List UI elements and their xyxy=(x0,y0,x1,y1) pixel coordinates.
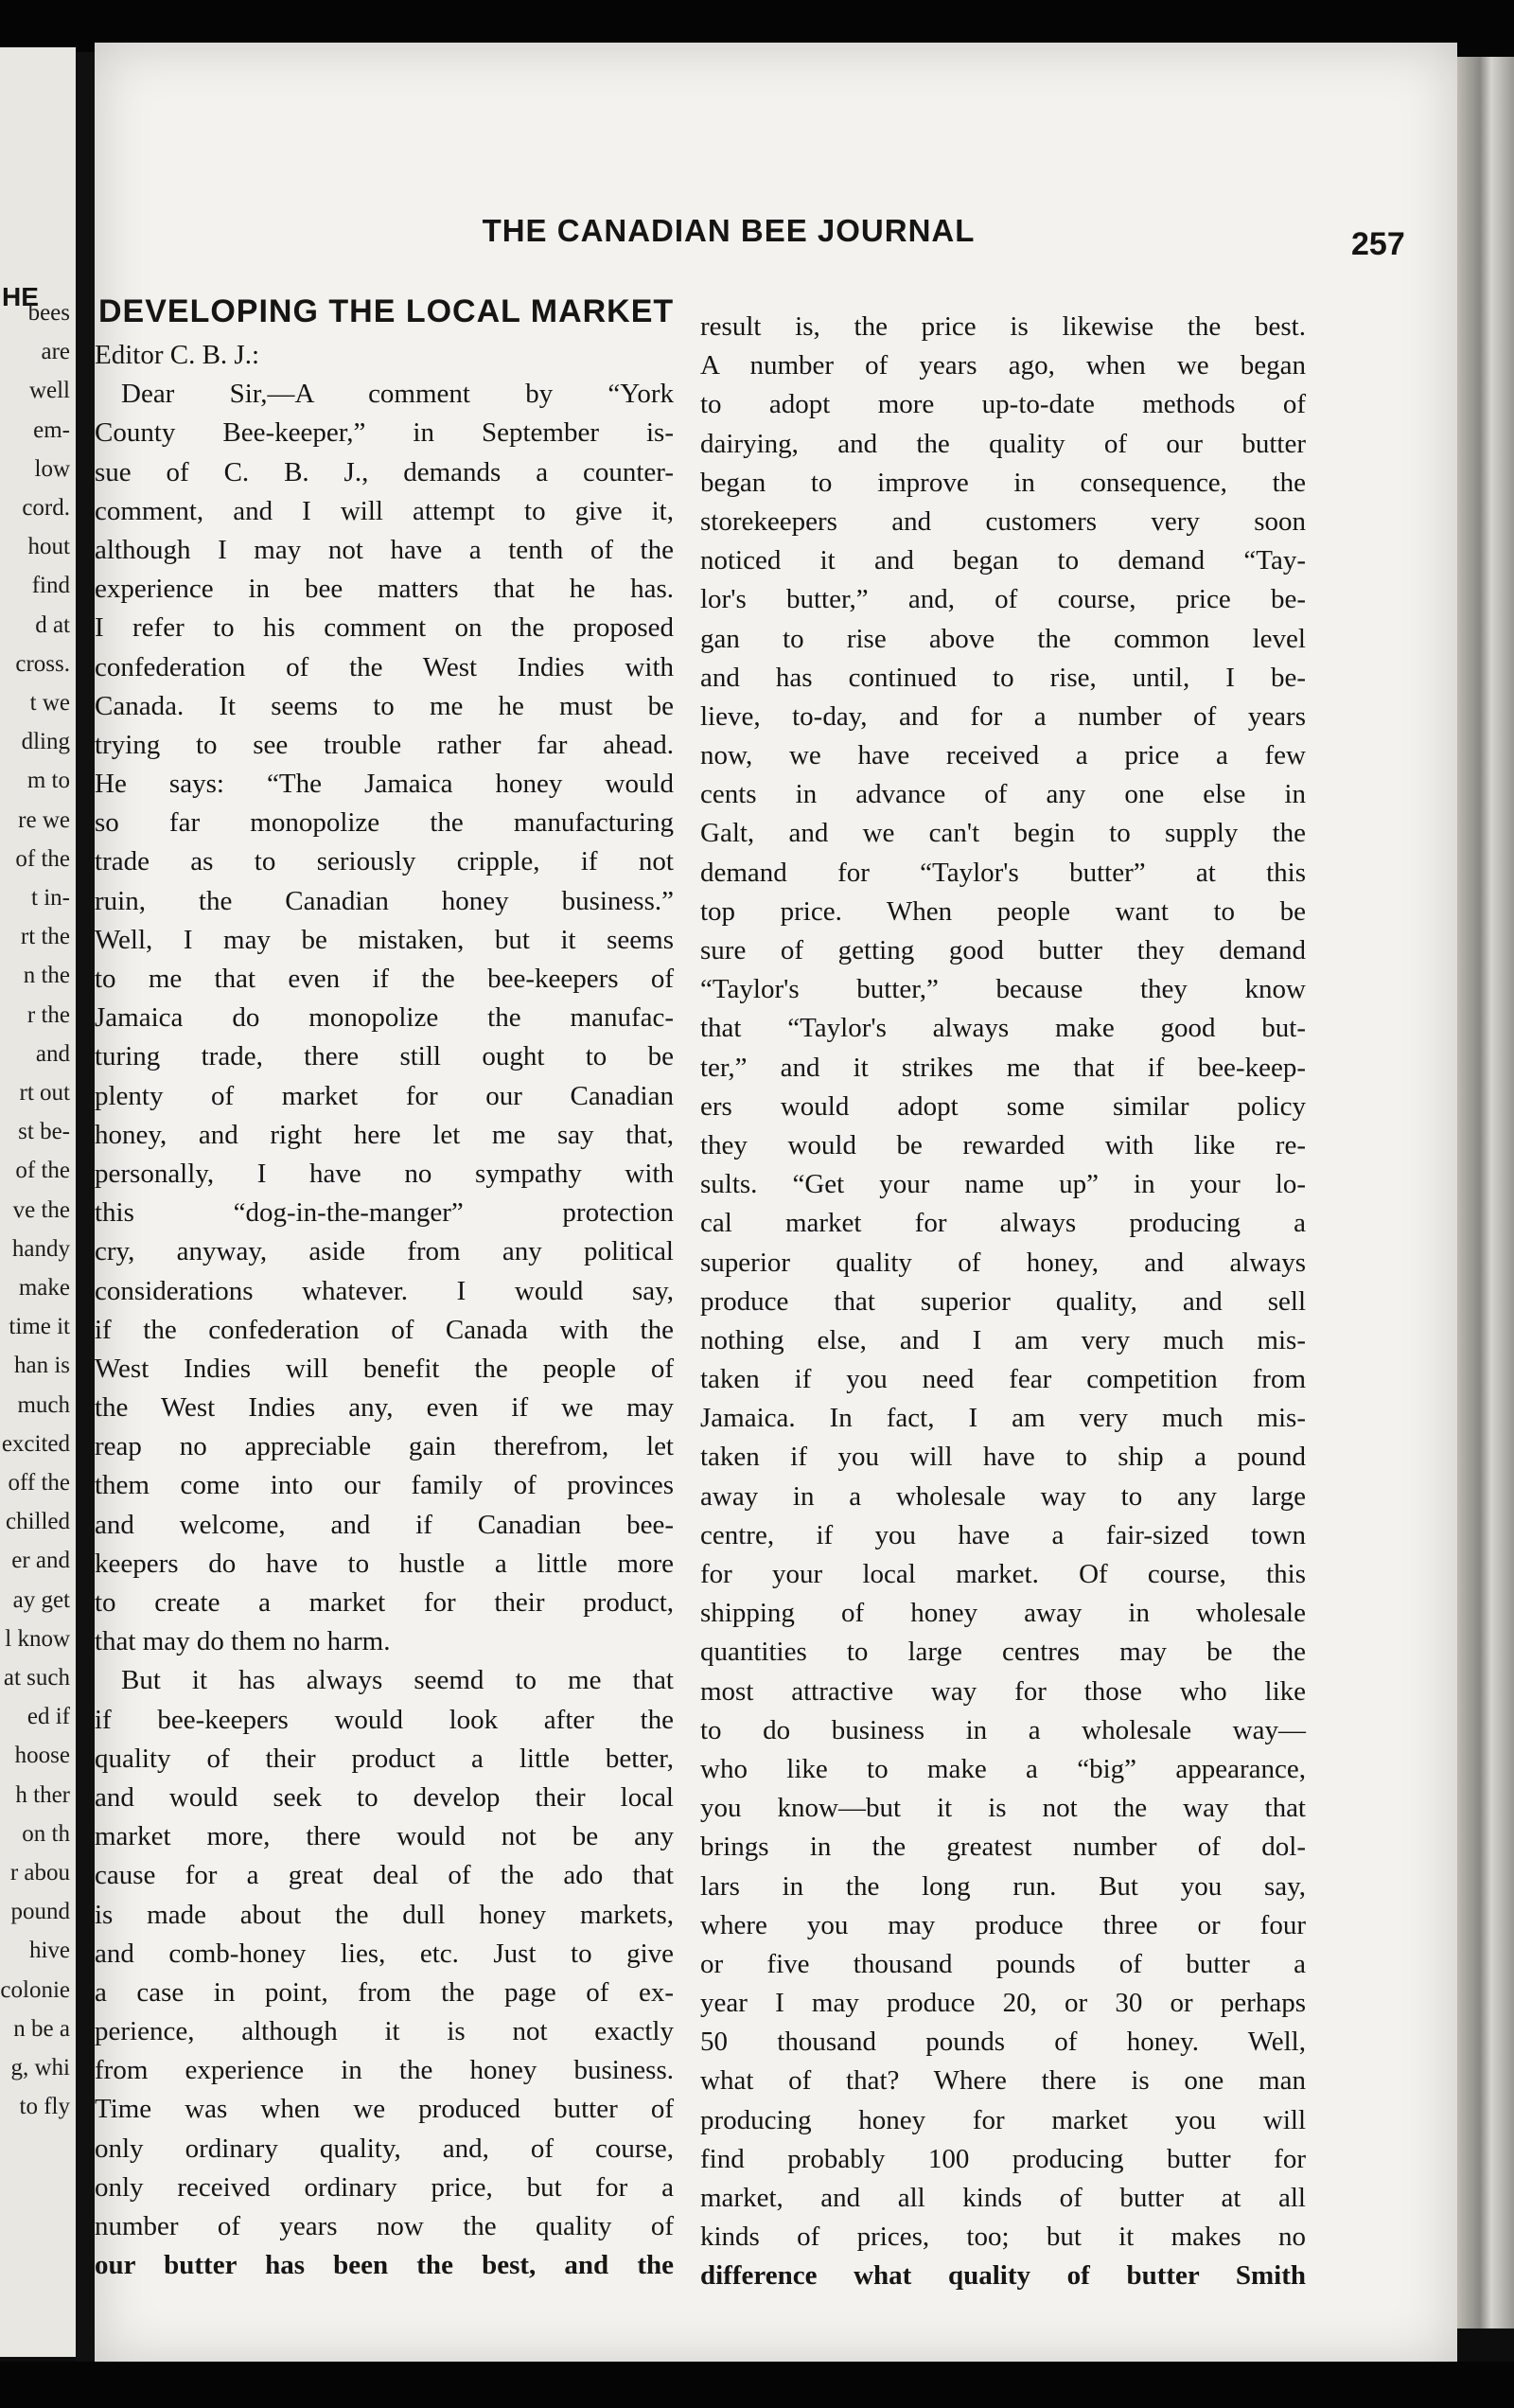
previous-page-line-fragment: on th xyxy=(22,1820,70,1847)
left-column-line: Jamaica do monopolize the manufac- xyxy=(95,1002,674,1034)
previous-page-line-fragment: l know xyxy=(5,1625,70,1652)
right-column-line: market, and all kinds of butter at all xyxy=(700,2183,1306,2213)
previous-page-line-fragment: hout xyxy=(27,534,70,560)
previous-page-line-fragment: hive xyxy=(28,1938,70,1964)
previous-page-line-fragment: at such xyxy=(3,1665,70,1691)
right-column-line: 50 thousand pounds of honey. Well, xyxy=(700,2027,1306,2058)
right-column-line: who like to make a “big” appearance, xyxy=(700,1753,1306,1784)
left-column-line: personally, I have no sympathy with xyxy=(95,1158,674,1189)
left-column-line: to me that even if the bee-keepers of xyxy=(95,964,674,994)
left-column-line: trade as to seriously cripple, if not xyxy=(95,846,674,877)
left-column-line: considerations whatever. I would say, xyxy=(95,1275,674,1306)
right-column-line: lars in the long run. But you say, xyxy=(700,1870,1306,1902)
left-column-line: West Indies will benefit the people of xyxy=(95,1353,674,1384)
right-column-line: away in a wholesale way to any large xyxy=(700,1480,1306,1512)
previous-page-line-fragment: bees xyxy=(27,300,70,326)
right-column-line: shipping of honey away in wholesale xyxy=(700,1598,1306,1629)
left-column-line: cause for a great deal of the ado that xyxy=(95,1860,674,1891)
left-column-line: County Bee-keeper,” in September is- xyxy=(95,417,674,449)
right-column-line: nothing else, and I am very much mis- xyxy=(700,1324,1306,1355)
previous-page-line-fragment: d at xyxy=(35,611,70,638)
right-column-line: they would be rewarded with like re- xyxy=(700,1129,1306,1160)
left-column-line: so far monopolize the manufacturing xyxy=(95,807,674,839)
right-column-line: where you may produce three or four xyxy=(700,1909,1306,1940)
previous-page-line-fragment: handy xyxy=(11,1235,70,1262)
left-column-line: reap no appreciable gain therefrom, let xyxy=(95,1431,674,1462)
right-column-line: cents in advance of any one else in xyxy=(700,779,1306,810)
previous-page-line-fragment: dling xyxy=(21,729,70,755)
right-column-line: or five thousand pounds of butter a xyxy=(700,1948,1306,1979)
left-column-line: comment, and I will attempt to give it, xyxy=(95,495,674,526)
left-column-line: number of years now the quality of xyxy=(95,2211,674,2241)
previous-page-edge xyxy=(0,47,76,2357)
previous-page-line-fragment: find xyxy=(31,573,70,599)
left-column-line: that may do them no harm. xyxy=(95,1626,391,1657)
right-column-line: demand for “Taylor's butter” at this xyxy=(700,857,1306,888)
right-column-line: lor's butter,” and, of course, price be- xyxy=(700,584,1306,615)
previous-page-line-fragment: time it xyxy=(9,1314,70,1340)
previous-page-line-fragment: r the xyxy=(26,1001,70,1028)
right-column-line: taken if you need fear competition from xyxy=(700,1364,1306,1395)
left-column-line: plenty of market for our Canadian xyxy=(95,1080,674,1111)
previous-page-line-fragment: rt the xyxy=(20,924,70,950)
left-column-line: our butter has been the best, and the xyxy=(95,2250,674,2281)
right-column-line: ers would adopt some similar policy xyxy=(700,1090,1306,1122)
scan-border-bottom xyxy=(0,2362,1514,2408)
previous-page-line-fragment: well xyxy=(28,378,70,404)
left-column-line: sue of C. B. J., demands a counter- xyxy=(95,456,674,487)
left-column-line: ruin, the Canadian honey business.” xyxy=(95,885,674,916)
previous-page-line-fragment: of the xyxy=(15,845,70,872)
left-column-line: Canada. It seems to me he must be xyxy=(95,690,674,721)
previous-page-line-fragment: st be- xyxy=(18,1119,70,1145)
previous-page-line-fragment: han is xyxy=(13,1353,70,1379)
right-column-line: centre, if you have a fair-sized town xyxy=(700,1519,1306,1550)
previous-page-line-fragment: excited xyxy=(1,1430,70,1457)
right-column-line: cal market for always producing a xyxy=(700,1208,1306,1239)
right-column-line: sure of getting good butter they demand xyxy=(700,935,1306,965)
right-column-line: began to improve in consequence, the xyxy=(700,467,1306,498)
left-column-line: if the confederation of Canada with the xyxy=(95,1314,674,1345)
right-column-line: result is, the price is likewise the best. xyxy=(700,311,1306,342)
previous-page-line-fragment: h ther xyxy=(15,1781,70,1808)
left-column-line: trying to see trouble rather far ahead. xyxy=(95,729,674,760)
left-column-line: market more, there would not be any xyxy=(95,1821,674,1852)
previous-page-line-fragment: of the xyxy=(15,1158,70,1184)
right-column-line: “Taylor's butter,” because they know xyxy=(700,974,1306,1005)
running-head: THE CANADIAN BEE JOURNAL xyxy=(482,213,976,248)
left-column-line: Well, I may be mistaken, but it seems xyxy=(95,924,674,955)
right-column-line: top price. When people want to be xyxy=(700,895,1306,927)
right-column-line: noticed it and began to demand “Tay- xyxy=(700,545,1306,576)
previous-page-heading-fragment: HE xyxy=(2,282,39,311)
left-column-line: experience in bee matters that he has. xyxy=(95,574,674,605)
right-column-text xyxy=(700,308,1306,2296)
right-column-line: year I may produce 20, or 30 or perhaps xyxy=(700,1988,1306,2019)
left-column-line: turing trade, there still ought to be xyxy=(95,1041,674,1072)
left-column-line: perience, although it is not exactly xyxy=(95,2016,674,2047)
right-column-line: Jamaica. In fact, I am very much mis- xyxy=(700,1403,1306,1434)
previous-page-line-fragment: ed if xyxy=(26,1704,70,1730)
right-column-line: to adopt more up-to-date methods of xyxy=(700,389,1306,420)
left-column-line: Dear Sir,—A comment by “York xyxy=(121,379,674,410)
right-column-line: produce that superior quality, and sell xyxy=(700,1285,1306,1317)
right-column-line: lieve, to-day, and for a number of years xyxy=(700,700,1306,732)
previous-page-line-fragment: m to xyxy=(26,768,70,794)
left-column-line: and welcome, and if Canadian bee- xyxy=(95,1509,674,1540)
left-column-line: He says: “The Jamaica honey would xyxy=(95,769,674,800)
right-column-line: now, we have received a price a few xyxy=(700,740,1306,771)
previous-page-line-fragment: em- xyxy=(33,416,70,443)
previous-page-line-fragment: n be a xyxy=(13,2015,70,2042)
article-title: DEVELOPING THE LOCAL MARKET xyxy=(98,293,675,329)
journal-page xyxy=(95,43,1457,2366)
right-column-line: that “Taylor's always make good but- xyxy=(700,1013,1306,1044)
book-gutter xyxy=(76,52,97,2362)
previous-page-line-fragment: and xyxy=(35,1040,70,1067)
right-column-line: you know—but it is not the way that xyxy=(700,1793,1306,1824)
right-column-line: A number of years ago, when we began xyxy=(700,350,1306,381)
right-column-line: brings in the greatest number of dol- xyxy=(700,1832,1306,1863)
right-column-line: kinds of prices, too; but it makes no xyxy=(700,2222,1306,2253)
right-column-line: Galt, and we can't begin to supply the xyxy=(700,818,1306,849)
previous-page-line-fragment: to fly xyxy=(19,2094,70,2120)
left-column-line: But it has always seemd to me that xyxy=(121,1665,674,1696)
page-stack-edge xyxy=(1457,57,1514,2328)
left-column-line: and would seek to develop their local xyxy=(95,1781,674,1813)
previous-page-line-fragment: r abou xyxy=(9,1860,70,1886)
left-column-line: this “dog-in-the-manger” protection xyxy=(95,1197,674,1229)
previous-page-line-fragment: cord. xyxy=(22,495,70,521)
left-column-line: is made about the dull honey markets, xyxy=(95,1899,674,1930)
left-column-line: confederation of the West Indies with xyxy=(95,651,674,682)
previous-page-line-fragment: pound xyxy=(10,1899,70,1925)
previous-page-line-fragment: n the xyxy=(23,963,70,989)
left-column-line: cry, anyway, aside from any political xyxy=(95,1236,674,1267)
left-column-line: the West Indies any, even if we may xyxy=(95,1392,674,1424)
previous-page-line-fragment: ve the xyxy=(12,1196,70,1223)
left-column-line: a case in point, from the page of ex- xyxy=(95,1976,674,2008)
right-column-line: sults. “Get your name up” in your lo- xyxy=(700,1169,1306,1200)
right-column-line: for your local market. Of course, this xyxy=(700,1559,1306,1589)
right-column-line: dairying, and the quality of our butter xyxy=(700,428,1306,459)
previous-page-line-fragment: re we xyxy=(18,806,70,833)
right-column-line: most attractive way for those who like xyxy=(700,1675,1306,1707)
previous-page-line-fragment: rt out xyxy=(19,1080,70,1106)
previous-page-line-fragment: off the xyxy=(8,1470,70,1496)
previous-page-line-fragment: much xyxy=(17,1391,70,1418)
previous-page-line-fragment: cross. xyxy=(15,650,70,677)
right-column-line: to do business in a wholesale way— xyxy=(700,1714,1306,1745)
left-column-line: keepers do have to hustle a little more xyxy=(95,1548,674,1579)
left-column-line: Editor C. B. J.: xyxy=(95,340,260,370)
left-column-line: to create a market for their product, xyxy=(95,1587,674,1618)
left-column-line: from experience in the honey business. xyxy=(95,2055,674,2086)
left-column-line: I refer to his comment on the proposed xyxy=(95,612,674,644)
previous-page-line-fragment: hoose xyxy=(14,1743,70,1769)
right-column-line: and has continued to rise, until, I be- xyxy=(700,662,1306,693)
right-column-line: storekeepers and customers very soon xyxy=(700,505,1306,537)
right-column-line: superior quality of honey, and always xyxy=(700,1247,1306,1278)
previous-page-line-fragment: chilled xyxy=(5,1509,70,1535)
right-column-line: difference what quality of butter Smith xyxy=(700,2260,1306,2292)
right-column-line: gan to rise above the common level xyxy=(700,623,1306,654)
page-number: 257 xyxy=(1351,226,1405,262)
left-column-line: only received ordinary price, but for a xyxy=(95,2171,674,2203)
right-column-line: ter,” and it strikes me that if bee-keep- xyxy=(700,1052,1306,1083)
left-column-text xyxy=(95,336,674,2285)
left-column-line: and comb-honey lies, etc. Just to give xyxy=(95,1938,674,1969)
previous-page-line-fragment: er and xyxy=(11,1548,70,1574)
previous-page-line-fragment: colonie xyxy=(0,1976,70,2003)
left-column-line: honey, and right here let me say that, xyxy=(95,1119,674,1150)
left-column-line: only ordinary quality, and, of course, xyxy=(95,2133,674,2164)
left-column-line: Time was when we produced butter of xyxy=(95,2094,674,2125)
previous-page-line-fragment: are xyxy=(41,339,70,365)
left-column-line: quality of their product a little better, xyxy=(95,1743,674,1774)
left-column-line: although I may not have a tenth of the xyxy=(95,534,674,565)
left-column-line: if bee-keepers would look after the xyxy=(95,1704,674,1735)
previous-page-line-fragment: t we xyxy=(29,690,70,716)
previous-page-line-fragment: low xyxy=(34,455,70,482)
previous-page-line-fragment: make xyxy=(18,1275,70,1301)
right-column-line: producing honey for market you will xyxy=(700,2104,1306,2135)
right-column-line: taken if you will have to ship a pound xyxy=(700,1442,1306,1473)
previous-page-line-fragment: g, whi xyxy=(10,2055,70,2080)
right-column-line: what of that? Where there is one man xyxy=(700,2065,1306,2097)
previous-page-line-fragment: ay get xyxy=(12,1586,70,1613)
right-column-line: find probably 100 producing butter for xyxy=(700,2143,1306,2174)
left-column-line: them come into our family of provinces xyxy=(95,1470,674,1501)
previous-page-line-fragment: t in- xyxy=(31,885,70,911)
right-column-line: quantities to large centres may be the xyxy=(700,1637,1306,1668)
